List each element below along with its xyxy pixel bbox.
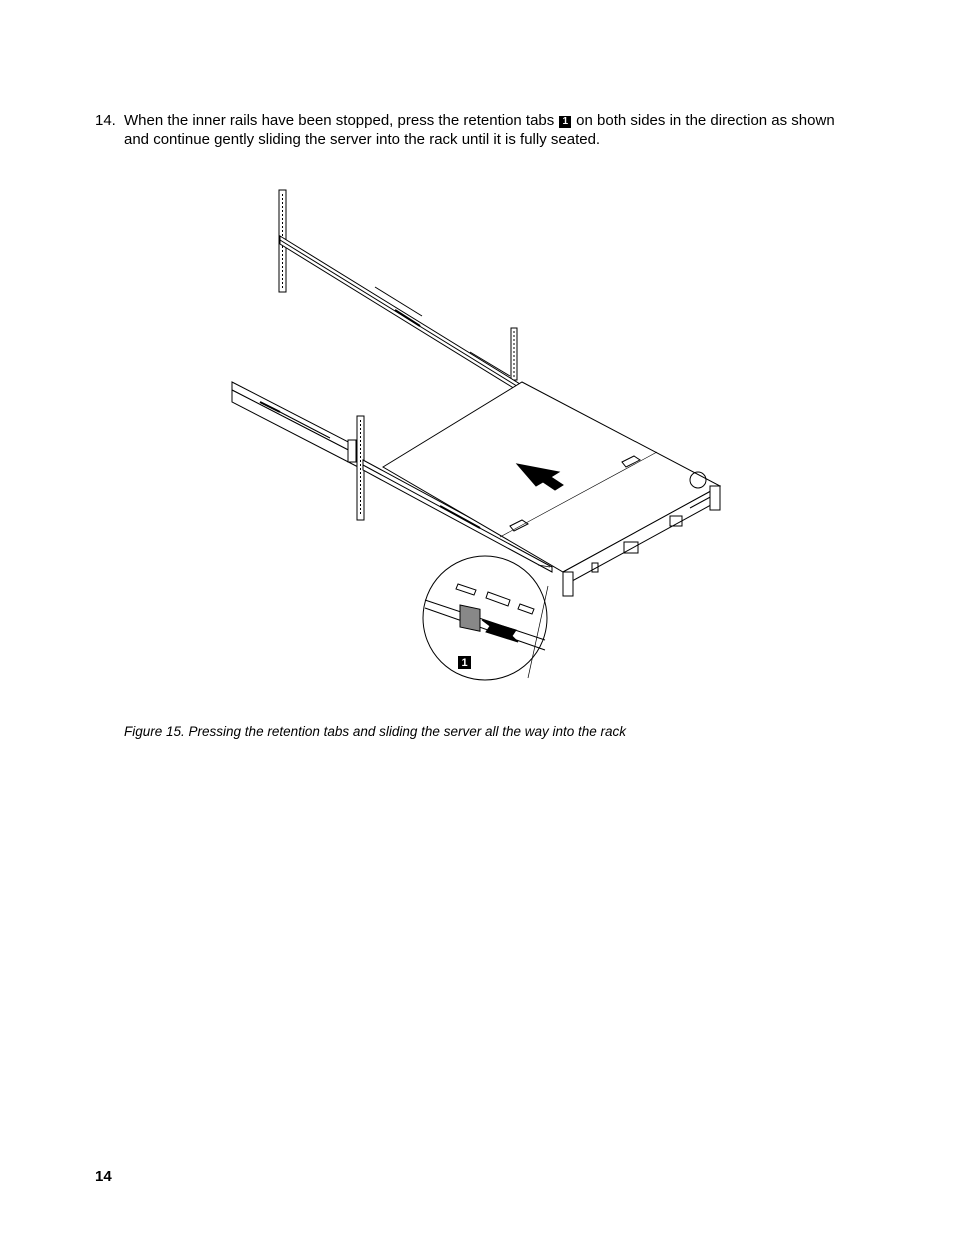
rack-installation-figure <box>220 180 760 700</box>
figure-callout-label: 1 <box>461 657 468 669</box>
figure-caption: Figure 15. Pressing the retention tabs and sliding the server all the way into the rack <box>124 724 627 739</box>
far-slide-rail <box>280 236 520 392</box>
front-left-rack-post <box>348 416 364 520</box>
instruction-step-14 <box>95 111 835 149</box>
near-slide-rail <box>232 382 360 468</box>
step-text-before: When the inner rails have been stopped, press the retention tabs <box>124 112 559 129</box>
step-number: 14. <box>95 112 116 129</box>
rear-right-rack-post <box>511 328 517 380</box>
step-text-after: on both sides in the direction as shown and continue gently sliding the server into the rack until it is fully seated. <box>124 112 835 148</box>
callout-badge: 1 <box>559 116 571 128</box>
page-number: 14 <box>95 1168 112 1185</box>
server-rack-illustration <box>220 180 760 700</box>
server-chassis <box>383 382 720 596</box>
retention-tab-detail <box>423 556 550 680</box>
step-text <box>124 111 835 149</box>
